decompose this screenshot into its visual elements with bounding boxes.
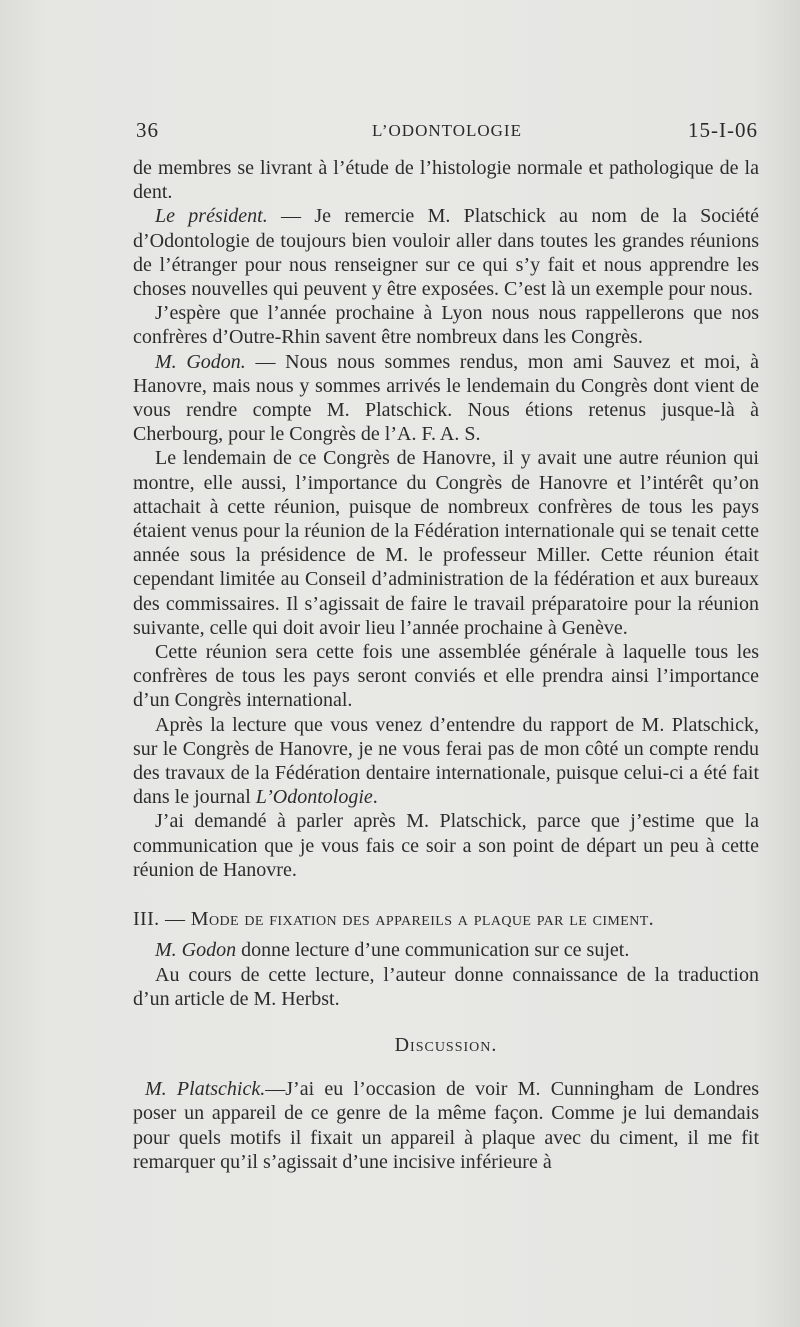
- journal-title: L’ODONTOLOGIE: [372, 121, 522, 140]
- issue-date: 15-I-06: [688, 118, 758, 142]
- paragraph-2: Le président. — Je remercie M. Platschick au nom de la Société d’Odontologie de toujours bien vouloir aller dans toutes les grandes réunions de l’étranger pour nous renseigner sur ce qui s’y fait et nous apprendre les choses nouvelles qui peuvent y être exposées. C’est là un exemple pour nous.: [133, 205, 760, 301]
- speaker-name: Le président.: [155, 205, 268, 228]
- paragraph-6: Cette réunion sera cette fois une assemblée générale à laquelle tous les confrères de tous les pays seront conviés et elle prendra ainsi l’importance d’un Congrès international.: [133, 641, 759, 712]
- journal-name: L’Odontologie: [255, 786, 373, 809]
- section-title: — Mode de fixation des appareils a plaque par le ciment.: [159, 908, 655, 931]
- page-body: [133, 156, 759, 1174]
- discussion-paragraph: M. Platschick.—J’ai eu l’occasion de voir M. Cunningham de Londres poser un appareil de ce genre de la même façon. Comme je lui demandais pour quels motifs il fixait un appareil à plaque avec du ciment, il me fit remarquer qu’il s’agissait d’une incisive inférieure à: [133, 1078, 760, 1173]
- page-number: 36: [136, 118, 159, 142]
- discussion-heading: Discussion.: [394, 1033, 498, 1056]
- paragraph-1: de membres se livrant à l’étude de l’histologie normale et pathologique de la dent.: [133, 157, 759, 204]
- speaker-name: M. Godon: [155, 939, 237, 962]
- speaker-name: M. Platschick.: [145, 1078, 266, 1101]
- section-paragraph-1: M. Godon donne lecture d’une communication sur ce sujet.: [155, 939, 630, 962]
- section-paragraph-2: Au cours de cette lecture, l’auteur donne connaissance de la traduction d’un article de M. Herbst.: [133, 963, 759, 1010]
- speaker-name: M. Godon.: [155, 350, 246, 373]
- section-numeral: III.: [133, 908, 160, 931]
- paragraph-4: M. Godon. — Nous nous sommes rendus, mon ami Sauvez et moi, à Hanovre, mais nous y sommes arrivés le lendemain du Congrès dont vient de vous rendre compte M. Platschick. Nous étions retenus jusque-là à Cherbourg, pour le Congrès de l’A. F. A. S.: [133, 350, 759, 446]
- section-heading: [133, 907, 759, 931]
- paragraph-8: J’ai demandé à parler après M. Platschick, parce que j’estime que la communication que je vous fais ce soir a son point de départ un peu à cette réunion de Hanovre.: [133, 810, 759, 881]
- paragraph-3: J’espère que l’année prochaine à Lyon nous nous rappellerons que nos confrères d’Outre-Rhin savent être nombreux dans les Congrès.: [133, 302, 759, 349]
- paragraph-5: Le lendemain de ce Congrès de Hanovre, il y avait une autre réunion qui montre, elle aussi, l’importance du Congrès de Hanovre et l’intérêt qu’on attachait à cette réunion, puisque de nombreux confrères de tous les pays étaient venus pour la réunion de la Fédération internationale qui se tenait cette année sous la présidence de M. le professeur Miller. Cette réunion était cependant limitée au Conseil d’administration de la fédération et aux bureaux des commissaires. Il s’agissait de faire le travail préparatoire pour la réunion suivante, celle qui doit avoir lieu l’année prochaine à Genève.: [133, 447, 759, 639]
- paragraph-7: Après la lecture que vous venez d’entendre du rapport de M. Platschick, sur le Congrès de Hanovre, je ne vous ferai pas de mon côté un compte rendu des travaux de la Fédération dentaire internationale, puisque celui-ci a été fait dans le journal L’Odontologie.: [133, 713, 759, 809]
- running-header: [136, 118, 758, 148]
